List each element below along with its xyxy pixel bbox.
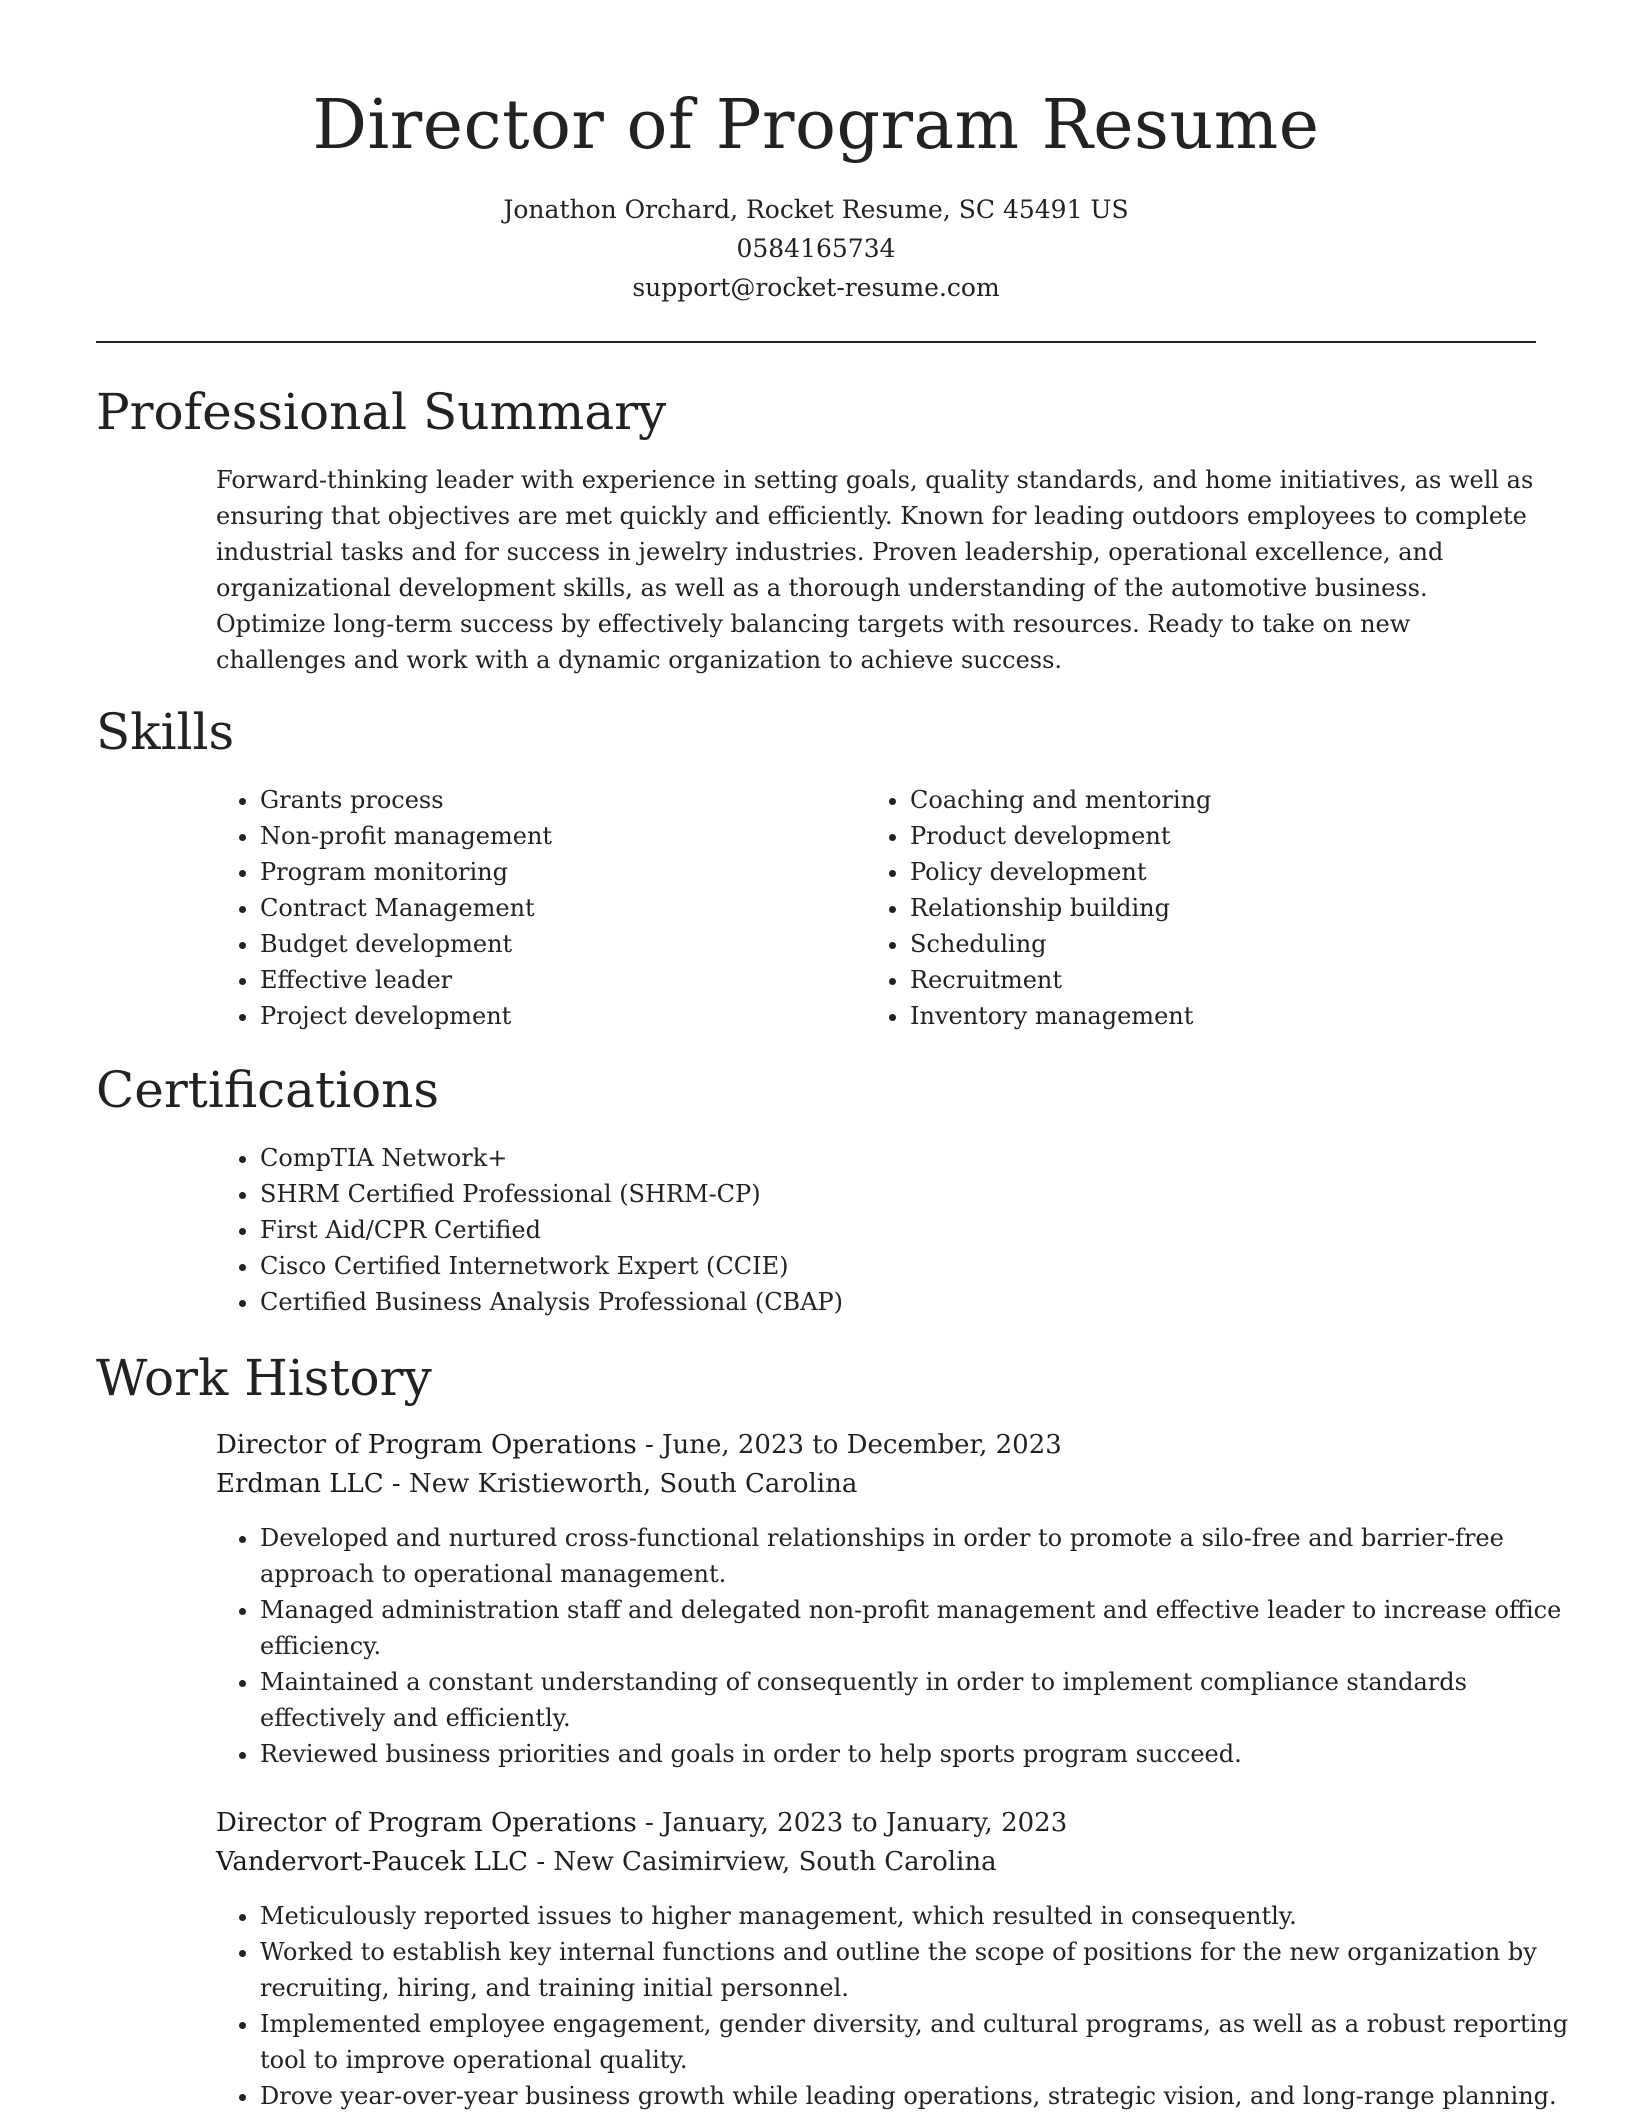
header-divider [96,341,1536,343]
list-item: • Budget development [260,926,820,962]
list-item: • First Aid/CPR Certified [260,1212,1560,1248]
summary-text: Forward-thinking leader with experience in setting goals, quality standards, and home initiatives, as well as ensuring that objectives are met quickly and efficiently. Known for leading outdoors employees to complete industrial tasks and for success in jewelry industries. Proven leadership, operational excellence, and organizational development skills, as well as a thorough understanding of the automotive business. Optimize long-term success by effectively balancing targets with resources. Ready to take on new challenges and work with a dynamic organization to achieve success. [216,466,1534,674]
job-dates: - June, 2023 to December, 2023 [636,1430,1062,1460]
skills-list-left [216,782,820,1034]
list-item: • Grants process [260,782,820,818]
work-history-heading: Work History [96,1349,432,1407]
list-item: • Maintained a constant understanding of consequently in order to implement compliance standards effectively and efficiently. [260,1664,1580,1736]
job-company-line [216,1843,1536,1882]
list-item: • Coaching and mentoring [910,782,1530,818]
summary-heading: Professional Summary [96,383,667,441]
job-location: - New Casimirview, South Carolina [528,1847,997,1877]
list-item: • Developed and nurtured cross-functional relationships in order to promote a silo-free and barrier-free approach to operational management. [260,1520,1580,1592]
job-title: Director of Program Operations [216,1430,637,1460]
list-item: • Scheduling [910,926,1530,962]
contact-phone: 0584165734 [736,234,896,263]
list-item: • Project development [260,998,820,1034]
list-item: • Relationship building [910,890,1530,926]
skills-heading: Skills [96,703,235,761]
job-bullets [216,1520,1580,1772]
resume-title: Director of Program Resume [312,86,1320,165]
list-item: • Non-profit management [260,818,820,854]
list-item: • Reviewed business priorities and goals in order to help sports program succeed. [260,1736,1580,1772]
job-title-line [216,1426,1536,1465]
job-company-line [216,1465,1536,1504]
contact-email: support@rocket-resume.com [632,273,1000,302]
job-dates: - January, 2023 to January, 2023 [636,1808,1068,1838]
list-item: • Contract Management [260,890,820,926]
list-item: • Certified Business Analysis Professional (CBAP) [260,1284,1560,1320]
contact-address: Jonathon Orchard, Rocket Resume, SC 45491 US [503,195,1129,224]
list-item: • Worked to establish key internal functions and outline the scope of positions for the new organization by recruiting, hiring, and training initial personnel. [260,1934,1580,2006]
list-item: • Implemented employee engagement, gender diversity, and cultural programs, as well as a robust reporting tool to improve operational quality. [260,2006,1580,2078]
list-item: • SHRM Certified Professional (SHRM-CP) [260,1176,1560,1212]
list-item: • Recruitment [910,962,1530,998]
contact-block [0,190,1632,307]
job-title: Director of Program Operations [216,1808,637,1838]
job-company: Erdman LLC [216,1469,384,1499]
list-item: • CompTIA Network+ [260,1140,1560,1176]
list-item: • Drove year-over-year business growth while leading operations, strategic vision, and long-range planning. [260,2078,1580,2114]
job-title-line [216,1804,1536,1843]
list-item: • Cisco Certified Internetwork Expert (CCIE) [260,1248,1560,1284]
list-item: • Policy development [910,854,1530,890]
skills-list-right [866,782,1530,1034]
job-location: - New Kristieworth, South Carolina [383,1469,858,1499]
job-bullets [216,1898,1580,2114]
list-item: • Product development [910,818,1530,854]
list-item: • Program monitoring [260,854,820,890]
list-item: • Meticulously reported issues to higher management, which resulted in consequently. [260,1898,1580,1934]
list-item: • Managed administration staff and delegated non-profit management and effective leader to increase office efficiency. [260,1592,1580,1664]
list-item: • Inventory management [910,998,1530,1034]
job-company: Vandervort-Paucek LLC [216,1847,529,1877]
certifications-heading: Certifications [96,1061,440,1119]
certifications-list [216,1140,1560,1320]
list-item: • Effective leader [260,962,820,998]
